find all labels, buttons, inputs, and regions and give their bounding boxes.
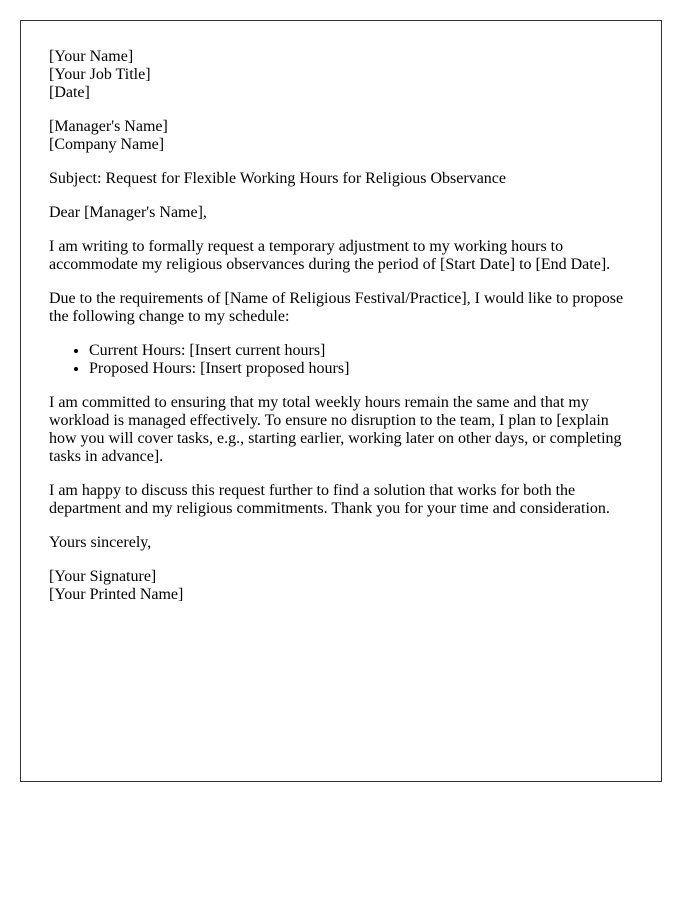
subject-line: Subject: Request for Flexible Working Hours for Religious Observance xyxy=(49,170,506,187)
signature: [Your Signature] xyxy=(49,568,157,585)
body-paragraph: I am committed to ensuring that my total weekly hours remain the same and that my workload is managed effectively. To ensure no disruption to the team, I plan to [explain how you will cover tasks, e.g., starting earlier, working later on other days, or completing tasks in advance]. xyxy=(49,394,622,465)
body-paragraph: I am writing to formally request a temporary adjustment to my working hours to accommodate my religious observances during the period of [Start Date] to [End Date]. xyxy=(49,238,611,273)
schedule-item-proposed: • Proposed Hours: [Insert proposed hours] xyxy=(89,360,639,378)
signature-block xyxy=(49,568,639,604)
sign-off: Yours sincerely, xyxy=(49,534,152,551)
body-paragraph: I am happy to discuss this request further to find a solution that works for both the department and my religious commitments. Thank you for your time and consideration. xyxy=(49,482,610,517)
printed-name: [Your Printed Name] xyxy=(49,586,184,603)
body-paragraph: Due to the requirements of [Name of Religious Festival/Practice], I would like to propose the following change to my schedule: xyxy=(49,290,624,325)
letter-page xyxy=(20,20,662,782)
sender-name: [Your Name] xyxy=(49,48,134,65)
letter-date: [Date] xyxy=(49,84,90,101)
recipient-block xyxy=(49,118,639,154)
salutation: Dear [Manager's Name], xyxy=(49,204,207,221)
schedule-item-current: • Current Hours: [Insert current hours] xyxy=(89,342,639,360)
recipient-manager-name: [Manager's Name] xyxy=(49,118,168,135)
sender-job-title: [Your Job Title] xyxy=(49,66,151,83)
schedule-list xyxy=(49,342,639,378)
recipient-company-name: [Company Name] xyxy=(49,136,165,153)
sender-block xyxy=(49,48,639,102)
letter-content xyxy=(49,48,639,620)
